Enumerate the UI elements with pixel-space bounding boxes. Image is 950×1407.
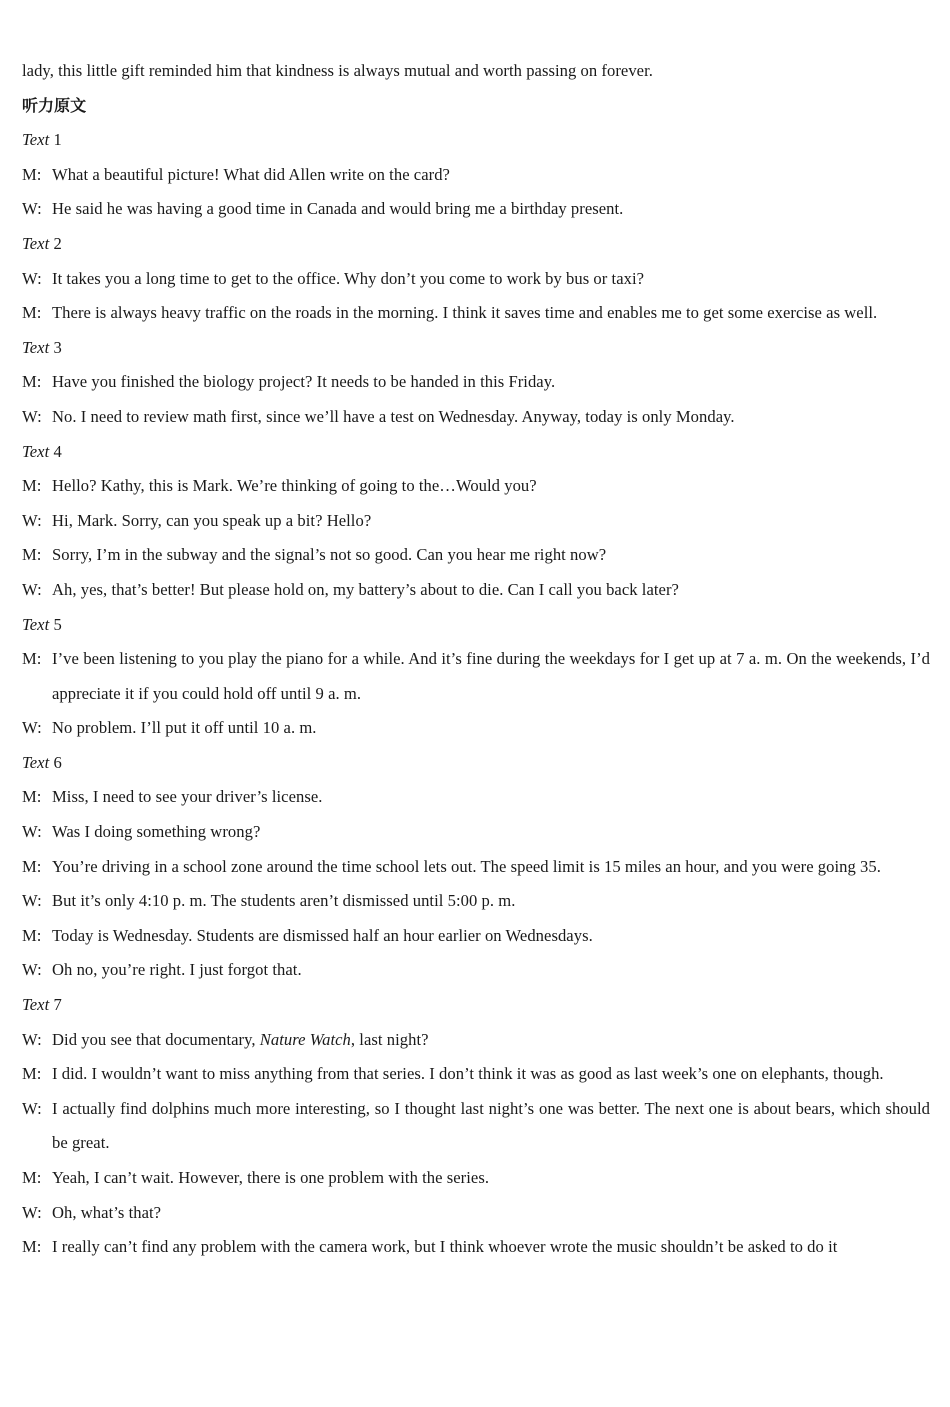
documentary-title: Nature Watch (259, 1029, 351, 1049)
utterance (22, 953, 930, 988)
utterance (22, 711, 930, 746)
utterance-text: Ah, yes, that’s better! But please hold on, my battery’s about to die. Can I call you back later? (52, 579, 679, 599)
speaker-label: W: (22, 199, 42, 219)
text-label-5: Text 5 (22, 614, 62, 634)
utterance (22, 296, 930, 331)
text-label-4: Text 4 (22, 441, 62, 461)
utterance (22, 1057, 930, 1092)
speaker-label: M: (22, 476, 42, 496)
utterance-text: There is always heavy traffic on the roads in the morning. I think it saves time and enables me to get some exercise as well. (52, 303, 878, 323)
utterance (22, 158, 930, 193)
speaker-label: M: (22, 1237, 42, 1257)
speaker-label: W: (22, 822, 42, 842)
speaker-label: M: (22, 372, 42, 392)
text-label-3: Text 3 (22, 337, 62, 357)
utterance-text: Was I doing something wrong? (52, 822, 261, 842)
utterance (22, 1196, 930, 1231)
utterance (22, 1161, 930, 1196)
utterance (22, 1023, 930, 1058)
utterance-text: Hi, Mark. Sorry, can you speak up a bit? Hello? (52, 510, 372, 530)
utterance-text: What a beautiful picture! What did Allen write on the card? (52, 164, 450, 184)
utterance-text: But it’s only 4:10 p. m. The students aren’t dismissed until 5:00 p. m. (52, 891, 516, 911)
utterance-text-after: , last night? (350, 1029, 429, 1049)
utterance (22, 469, 930, 504)
speaker-label: W: (22, 406, 42, 426)
utterance (22, 262, 930, 297)
speaker-label: W: (22, 960, 42, 980)
utterance-text: I did. I wouldn’t want to miss anything from that series. I don’t think it was as good as last week’s one on elephants, though. (52, 1064, 884, 1084)
speaker-label: W: (22, 268, 42, 288)
speaker-label: W: (22, 510, 42, 530)
speaker-label: M: (22, 856, 42, 876)
utterance-text: Today is Wednesday. Students are dismissed half an hour earlier on Wednesdays. (52, 925, 593, 945)
utterance-text: I actually find dolphins much more interesting, so I thought last night’s one was better. The next one is about bears, which should be great. (52, 1098, 930, 1153)
speaker-label: M: (22, 545, 42, 565)
utterance (22, 1230, 930, 1265)
utterance (22, 573, 930, 608)
utterance-text: I’ve been listening to you play the piano for a while. And it’s fine during the weekdays for I get up at 7 a. m. On the weekends, I’d appreciate it if you could hold off until 9 a. m. (52, 649, 930, 703)
utterance-text: Oh, what’s that? (52, 1202, 162, 1222)
utterance-text: Oh no, you’re right. I just forgot that. (52, 960, 302, 980)
utterance (22, 919, 930, 954)
utterance (22, 850, 930, 885)
speaker-label: W: (22, 579, 42, 599)
text-label-2: Text 2 (22, 233, 62, 253)
speaker-label: W: (22, 891, 42, 911)
utterance (22, 192, 930, 227)
speaker-label: M: (22, 925, 42, 945)
utterance-text: He said he was having a good time in Canada and would bring me a birthday present. (52, 199, 624, 219)
text-label-1: Text 1 (22, 130, 62, 150)
top-continuation-line: lady, this little gift reminded him that kindness is always mutual and worth passing on forever. (22, 61, 653, 80)
utterance (22, 400, 930, 435)
speaker-label: W: (22, 718, 42, 738)
utterance-text: No. I need to review math first, since we’ll have a test on Wednesday. Anyway, today is only Monday. (52, 406, 735, 426)
utterance-text: I really can’t find any problem with the camera work, but I think whoever wrote the music shouldn’t be asked to do it (52, 1237, 838, 1257)
speaker-label: M: (22, 787, 42, 807)
text-label-7: Text 7 (22, 995, 62, 1015)
speaker-label: M: (22, 1168, 42, 1187)
utterance-text-before: Did you see that documentary, (52, 1029, 260, 1049)
utterance (22, 1092, 930, 1161)
utterance-text: It takes you a long time to get to the office. Why don’t you come to work by bus or taxi? (52, 268, 645, 288)
transcript-page (22, 54, 930, 1347)
speaker-label: W: (22, 1202, 42, 1222)
utterance-text: You’re driving in a school zone around the time school lets out. The speed limit is 15 miles an hour, and you were going 35. (52, 856, 881, 876)
speaker-label: M: (22, 1064, 42, 1084)
utterance (22, 884, 930, 919)
utterance-text: Sorry, I’m in the subway and the signal’s not so good. Can you hear me right now? (52, 545, 607, 565)
utterance-text: Miss, I need to see your driver’s license. (52, 787, 323, 807)
utterance-text: No problem. I’ll put it off until 10 a. m. (52, 718, 317, 738)
speaker-label: M: (22, 649, 42, 669)
speaker-label: W: (22, 1029, 42, 1049)
speaker-label: M: (22, 303, 42, 323)
utterance-text: Yeah, I can’t wait. However, there is one problem with the series. (52, 1168, 490, 1187)
utterance (22, 538, 930, 573)
section-heading: 听力原文 (22, 95, 87, 115)
text-label-6: Text 6 (22, 752, 62, 772)
utterance (22, 815, 930, 850)
utterance (22, 780, 930, 815)
speaker-label: W: (22, 1098, 42, 1118)
utterance (22, 504, 930, 539)
utterance (22, 365, 930, 400)
utterance-text: Have you finished the biology project? It needs to be handed in this Friday. (52, 372, 556, 392)
utterance-text: Hello? Kathy, this is Mark. We’re thinking of going to the…Would you? (52, 476, 537, 496)
utterance (22, 642, 930, 711)
speaker-label: M: (22, 164, 42, 184)
